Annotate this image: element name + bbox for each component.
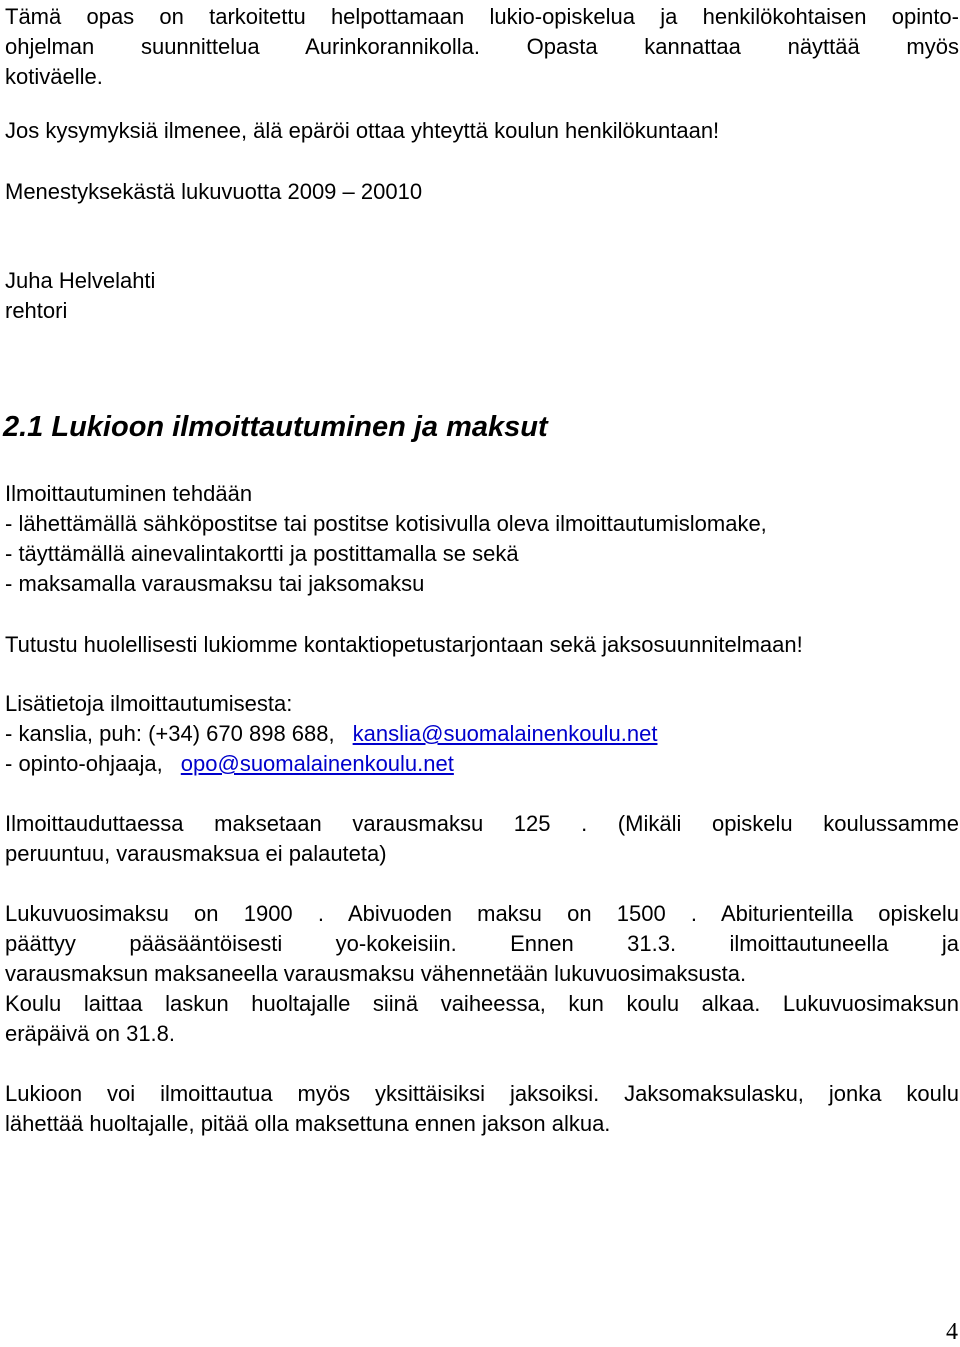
registration-item: - lähettämällä sähköpostitse tai postitse kotisivulla oleva ilmoittautumislomake,: [5, 511, 767, 536]
fee-paragraph-2-line-5: eräpäivä on 31.8.: [5, 1021, 176, 1046]
contact-office-label: - kanslia, puh: (+34) 670 898 688,: [5, 721, 335, 746]
intro-line-4: Jos kysymyksiä ilmenee, älä epäröi ottaa yhteyttä koulun henkilökuntaan!: [5, 118, 720, 143]
contact-intro: Lisätietoja ilmoittautumisesta:: [5, 691, 293, 716]
signature-title: rehtori: [5, 298, 68, 323]
page-number: 4: [946, 1319, 958, 1345]
fee-paragraph-3-line-1: Lukioon voi ilmoittautua myös yksittäisiksi jaksoiksi. Jaksomaksulasku, jonka koulu: [5, 1081, 959, 1106]
contact-counselor: [5, 749, 454, 779]
signature-name: Juha Helvelahti: [5, 268, 156, 293]
registration-intro: Ilmoittautuminen tehdään: [5, 481, 253, 506]
intro-line-5: Menestyksekästä lukuvuotta 2009 – 20010: [5, 179, 423, 204]
intro-line-2: ohjelman suunnittelua Aurinkorannikolla. Opasta kannattaa näyttää myös: [5, 34, 959, 59]
intro-line-1: Tämä opas on tarkoitettu helpottamaan lukio-opiskelua ja henkilökohtaisen opinto-: [5, 4, 959, 29]
contact-office: [5, 719, 657, 749]
contact-counselor-label: - opinto-ohjaaja,: [5, 751, 163, 776]
fee-paragraph-2-line-4: Koulu laittaa laskun huoltajalle siinä vaiheessa, kun koulu alkaa. Lukuvuosimaksun: [5, 991, 959, 1016]
fee-paragraph-3-line-2: lähettää huoltajalle, pitää olla maksettuna ennen jakson alkua.: [5, 1111, 611, 1136]
intro-line-3: kotiväelle.: [5, 64, 103, 89]
fee-paragraph-1-line-2: peruuntuu, varausmaksua ei palauteta): [5, 841, 387, 866]
fee-paragraph-2-line-3: varausmaksun maksaneella varausmaksu vähennetään lukuvuosimaksusta.: [5, 961, 747, 986]
registration-item: - maksamalla varausmaksu tai jaksomaksu: [5, 571, 425, 596]
office-email-link[interactable]: kanslia@suomalainenkoulu.net: [352, 721, 658, 746]
registration-item: - täyttämällä ainevalintakortti ja postittamalla se sekä: [5, 541, 519, 566]
study-note: Tutustu huolellisesti lukiomme kontaktiopetustarjontaan sekä jaksosuunnitelmaan!: [5, 632, 803, 657]
fee-paragraph-2-line-1: Lukuvuosimaksu on 1900 . Abivuoden maksu on 1500 . Abiturienteilla opiskelu: [5, 901, 959, 926]
fee-paragraph-2-line-2: päättyy pääsääntöisesti yo-kokeisiin. Ennen 31.3. ilmoittautuneella ja: [5, 931, 959, 956]
counselor-email-link[interactable]: opo@suomalainenkoulu.net: [180, 751, 454, 776]
section-heading: 2.1 Lukioon ilmoittautuminen ja maksut: [3, 411, 548, 443]
fee-paragraph-1-line-1: Ilmoittauduttaessa maksetaan varausmaksu 125 . (Mikäli opiskelu koulussamme: [5, 811, 959, 836]
